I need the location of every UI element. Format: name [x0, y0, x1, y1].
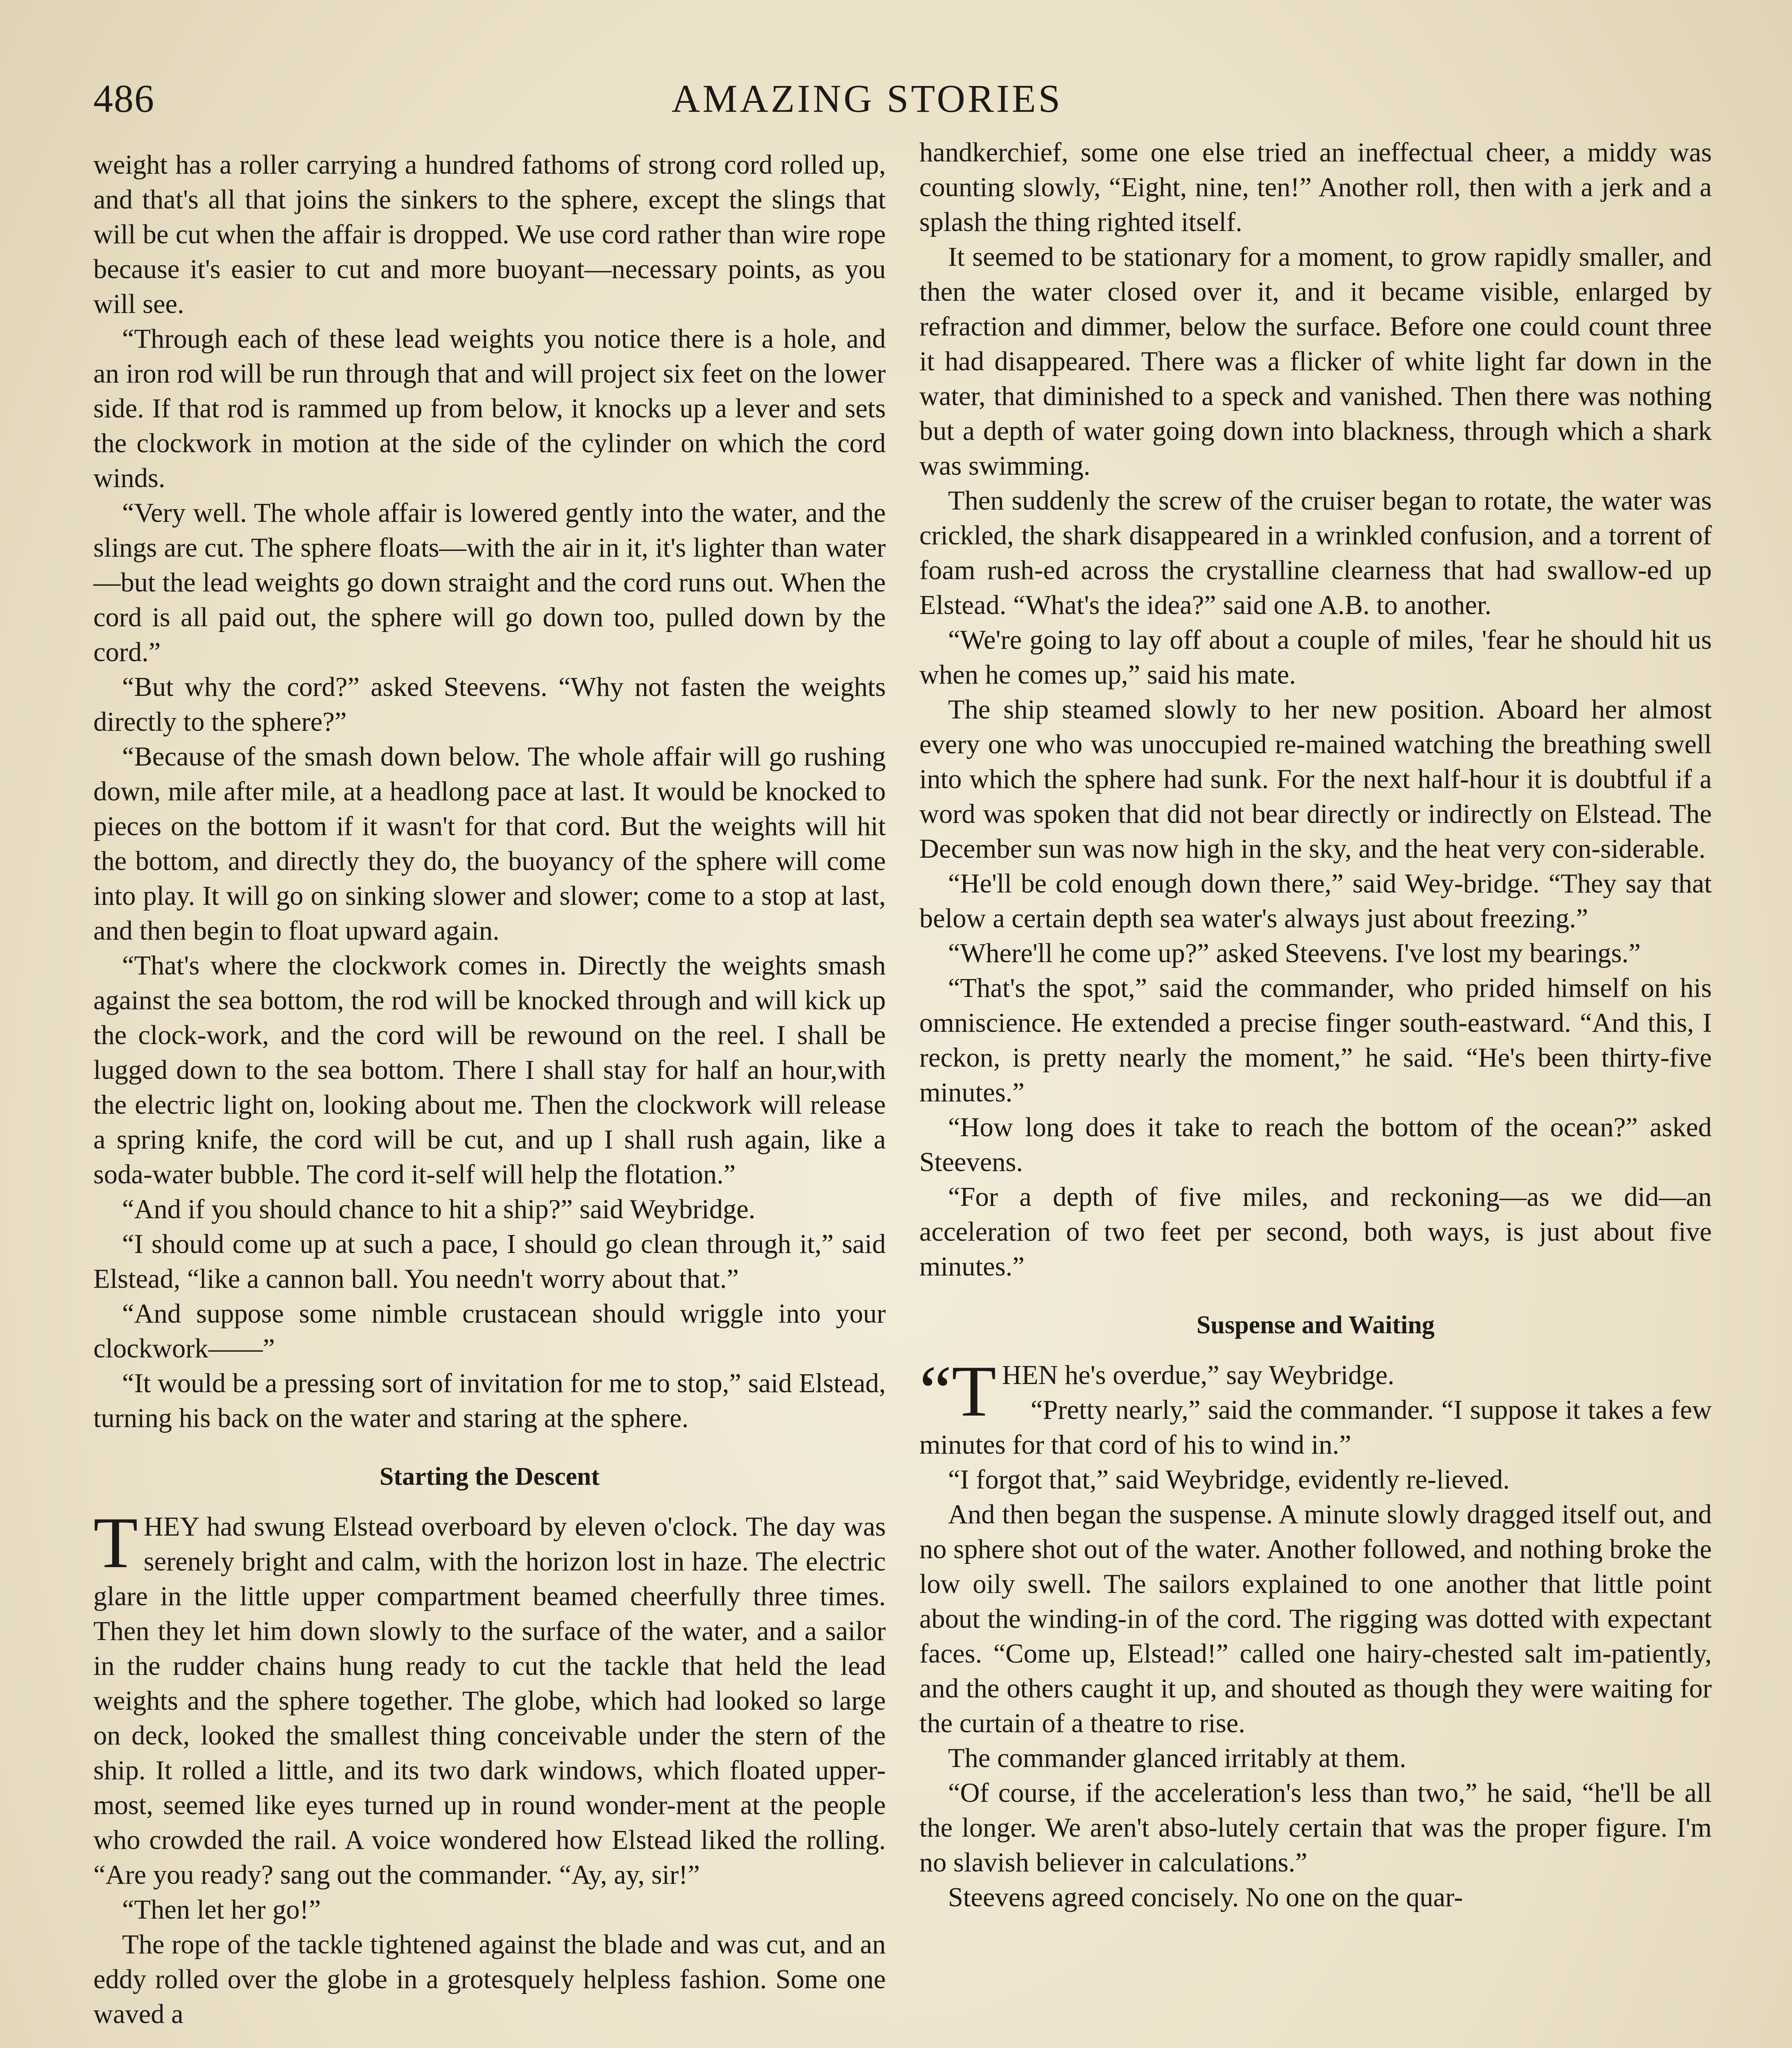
paragraph: “It would be a pressing sort of invitation for me to stop,” said Elstead, turning his back on the water and staring at the sphere.: [93, 1368, 886, 1433]
drop-cap: “T: [919, 1350, 996, 1432]
paragraph: “For a depth of five miles, and reckoning—as we did—an acceleration of two feet per second, both ways, is just about five minutes.”: [919, 1182, 1712, 1282]
paragraph: The commander glanced irritably at them.: [948, 1743, 1406, 1773]
paragraph: “He'll be cold enough down there,” said Wey-bridge. “They say that below a certain depth sea water's always just about freezing.”: [919, 869, 1712, 933]
left-column: [93, 147, 886, 2032]
paragraph: “And if you should chance to hit a ship?” said Weybridge.: [122, 1194, 756, 1224]
paragraph: And then began the suspense. A minute slowly dragged itself out, and no sphere shot out of the water. Another followed, and nothing broke the low oily swell. The sailors explained to one another that little point about the winding-in of the cord. The rigging was dotted with expectant faces. “Come up, Elstead!” called one hairy-chested salt im-patiently, and the others caught it up, and shouted as though they were waiting for the curtain of a theatre to rise.: [919, 1500, 1712, 1738]
paragraph: It seemed to be stationary for a moment, to grow rapidly smaller, and then the water closed over it, and it became visible, enlarged by refraction and dimmer, below the surface. Before one could count three it had disappeared. There was a flicker of white light far down in the water, that diminished to a speck and vanished. Then there was nothing but a depth of water going down into blackness, through which a shark was swimming.: [919, 242, 1712, 481]
paragraph: handkerchief, some one else tried an ineffectual cheer, a middy was counting slowly, “Eight, nine, ten!” Another roll, then with a jerk and a splash the thing righted itself.: [919, 138, 1712, 237]
section-heading: Suspense and Waiting: [1196, 1311, 1435, 1339]
paragraph: “Because of the smash down below. The whole affair will go rushing down, mile after mile, at a headlong pace at last. It would be knocked to pieces on the bottom if it wasn't for that cord. But the weights will hit the bottom, and directly they do, the buoyancy of the sphere will come into play. It will go on sinking slower and slower; come to a stop at last, and then begin to float upward again.: [93, 742, 886, 946]
paragraph: “How long does it take to reach the bottom of the ocean?” asked Steevens.: [919, 1112, 1712, 1177]
paragraph: “And suppose some nimble crustacean should wriggle into your clockwork——”: [93, 1299, 886, 1364]
paragraph: “Where'll he come up?” asked Steevens. I've lost my bearings.”: [948, 938, 1641, 968]
paragraph: “That's where the clockwork comes in. Directly the weights smash against the sea bottom, the rod will be knocked through and will kick up the clock-work, and the cord will be rewound on the reel. I shall be lugged down to the sea bottom. There I shall stay for half an hour,with the electric light on, looking about me. Then the clockwork will release a spring knife, the cord will be cut, and up I shall rush again, like a soda-water bubble. The cord it-self will help the flotation.”: [93, 951, 886, 1189]
running-head: AMAZING STORIES: [672, 77, 1063, 120]
section-heading: Starting the Descent: [379, 1463, 600, 1491]
paragraph-text: HEY had swung Elstead overboard by eleven o'clock. The day was serenely bright and calm, with the horizon lost in haze. The electric glare in the little upper compartment beamed cheerfully three times. Then they let him down slowly to the surface of the water, and a sailor in the rudder chains hung ready to cut the tackle that held the lead weights and the sphere together. The globe, which had looked so large on deck, looked the smallest thing conceivable under the stern of the ship. It rolled a little, and its two dark windows, which floated upper-most, seemed like eyes turned up in round wonder-ment at the people who crowded the rail. A voice wondered how Elstead liked the rolling. “Are you ready? sang out the commander. “Ay, ay, sir!”: [93, 1512, 886, 1890]
paragraph: “Pretty nearly,” said the commander. “I suppose it takes a few minutes for that cord of his to wind in.”: [919, 1395, 1712, 1460]
paragraph: “Of course, if the acceleration's less than two,” he said, “he'll be all the longer. We aren't abso-lutely certain that was the proper figure. I'm no slavish believer in calculations.”: [919, 1778, 1712, 1878]
paragraph: “But why the cord?” asked Steevens. “Why not fasten the weights directly to the sphere?”: [93, 672, 886, 737]
paragraph: The ship steamed slowly to her new position. Aboard her almost every one who was unoccupied re-mained watching the breathing swell into which the sphere had sunk. For the next half-hour it is doubtful if a word was spoken that did not bear directly or indirectly on Elstead. The December sun was now high in the sky, and the heat very con-siderable.: [919, 695, 1712, 864]
drop-cap: T: [93, 1502, 138, 1583]
paragraph: Steevens agreed concisely. No one on the quar-: [948, 1883, 1463, 1912]
paragraph: “Very well. The whole affair is lowered gently into the water, and the slings are cut. The sphere floats—with the air in it, it's lighter than water—but the lead weights go down straight and the cord runs out. When the cord is all paid out, the sphere will go down too, pulled down by the cord.”: [93, 498, 886, 667]
paragraph-text: HEN he's overdue,” say Weybridge.: [1002, 1360, 1395, 1390]
paragraph: “We're going to lay off about a couple of miles, 'fear he should hit us when he comes up,” said his mate.: [919, 625, 1712, 690]
paragraph: weight has a roller carrying a hundred fathoms of strong cord rolled up, and that's all that joins the sinkers to the sphere, except the slings that will be cut when the affair is dropped. We use cord rather than wire rope because it's easier to cut and more buoyant—necessary points, as you will see.: [93, 150, 886, 319]
paragraph: The rope of the tackle tightened against the blade and was cut, and an eddy rolled over the globe in a grotesquely helpless fashion. Some one waved a: [93, 1930, 886, 2029]
paragraph: “Through each of these lead weights you notice there is a hole, and an iron rod will be run through that and will project six feet on the lower side. If that rod is rammed up from below, it knocks up a lever and sets the clockwork in motion at the side of the cylinder on which the cord winds.: [93, 324, 886, 493]
paragraph: “Then let her go!”: [122, 1895, 321, 1925]
right-column: [919, 135, 1712, 1915]
paragraph-with-drop-cap: [93, 1502, 886, 1892]
paragraph: “That's the spot,” said the commander, who prided himself on his omniscience. He extended a precise finger south-eastward. “And this, I reckon, is pretty nearly the moment,” he said. “He's been thirty-five minutes.”: [919, 973, 1712, 1108]
paragraph: “I should come up at such a pace, I should go clean through it,” said Elstead, “like a cannon ball. You needn't worry about that.”: [93, 1229, 886, 1294]
paragraph: “I forgot that,” said Weybridge, evidently re-lieved.: [948, 1465, 1510, 1495]
page-number: 486: [93, 77, 155, 120]
paragraph: Then suddenly the screw of the cruiser began to rotate, the water was crickled, the shark disappeared in a wrinkled confusion, and a torrent of foam rush-ed across the crystalline clearness that had swallow-ed up Elstead. “What's the idea?” said one A.B. to another.: [919, 486, 1712, 620]
